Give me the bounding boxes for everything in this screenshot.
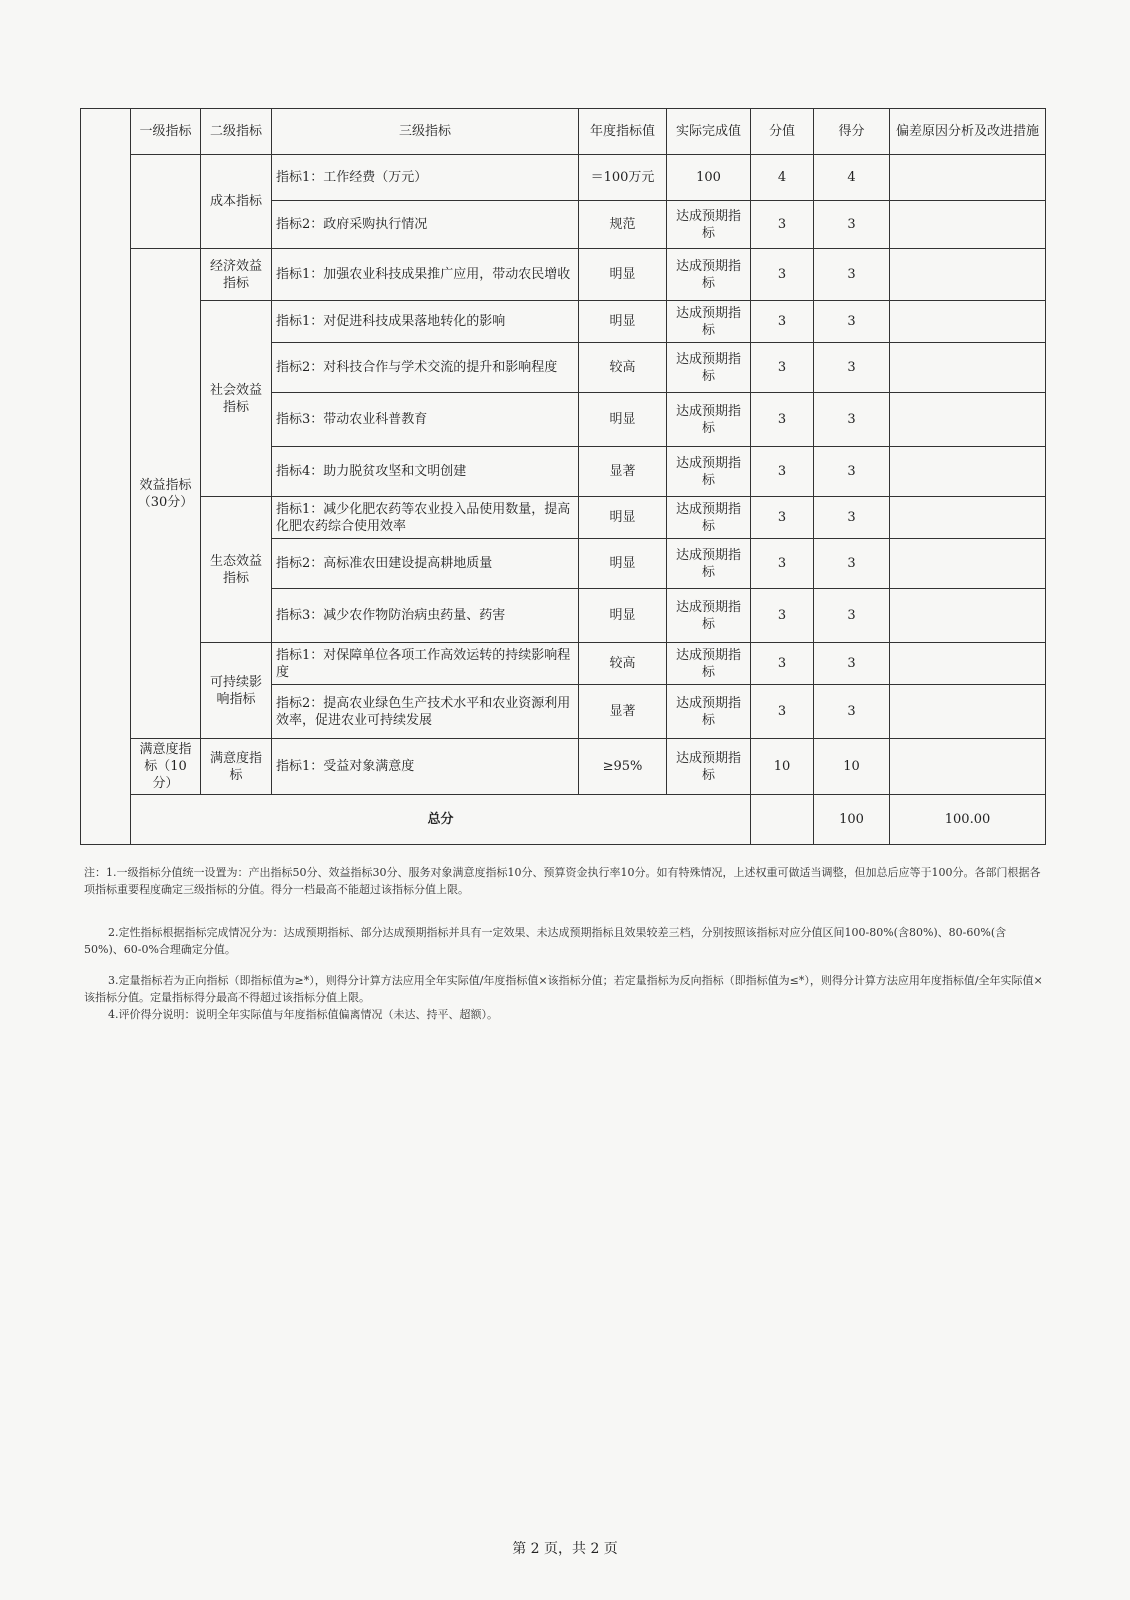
deviation-cell: [890, 739, 1046, 795]
score-cell: 3: [814, 539, 890, 589]
weight-cell: 3: [751, 497, 814, 539]
target-cell: 较高: [579, 343, 667, 393]
level3-cell: 指标1：受益对象满意度: [272, 739, 579, 795]
table-header-row: [81, 109, 1046, 155]
score-cell: 10: [814, 739, 890, 795]
header-target: 年度指标值: [579, 109, 667, 155]
deviation-cell: [890, 343, 1046, 393]
target-cell: 显著: [579, 685, 667, 739]
weight-cell: 3: [751, 249, 814, 301]
target-cell: 明显: [579, 301, 667, 343]
page-footer: 第 2 页，共 2 页: [512, 1541, 618, 1557]
score-cell: 3: [814, 201, 890, 249]
actual-cell: 达成预期指标: [667, 447, 751, 497]
actual-cell: 达成预期指标: [667, 343, 751, 393]
deviation-cell: [890, 155, 1046, 201]
score-cell: 3: [814, 301, 890, 343]
deviation-cell: [890, 539, 1046, 589]
target-cell: 较高: [579, 643, 667, 685]
level2-cell: 社会效益指标: [201, 301, 272, 497]
table-row: [81, 739, 1046, 795]
note-4: 4.评价得分说明：说明全年实际值与年度指标值偏离情况（未达、持平、超额）。: [108, 1008, 498, 1021]
total-row: [81, 795, 1046, 845]
note-1: 注：1.一级指标分值统一设置为：产出指标50分、效益指标30分、服务对象满意度指标10分、预算资金执行率10分。如有特殊情况，上述权重可做适当调整，但加总后应等于100分。各部门根据各项指标重要程度确定三级指标的分值。得分一档最高不能超过该指标分值上限。: [84, 866, 1041, 896]
target-cell: ＝100万元: [579, 155, 667, 201]
level3-cell: 指标2：高标准农田建设提高耕地质量: [272, 539, 579, 589]
weight-cell: 3: [751, 589, 814, 643]
deviation-cell: [890, 685, 1046, 739]
performance-indicator-table: [80, 108, 1046, 845]
level3-cell: 指标2：政府采购执行情况: [272, 201, 579, 249]
score-cell: 3: [814, 685, 890, 739]
level2-cell: 可持续影响指标: [201, 643, 272, 739]
weight-cell: 3: [751, 393, 814, 447]
actual-cell: 100: [667, 155, 751, 201]
deviation-cell: [890, 201, 1046, 249]
deviation-cell: [890, 589, 1046, 643]
actual-cell: 达成预期指标: [667, 643, 751, 685]
left-margin-cell: [81, 109, 131, 845]
deviation-cell: [890, 643, 1046, 685]
level1-cell-empty: [131, 155, 201, 249]
deviation-cell: [890, 497, 1046, 539]
total-label: 总分: [131, 795, 751, 845]
note-3: 3.定量指标若为正向指标（即指标值为≥*），则得分计算方法应用全年实际值/年度指标值×该指标分值；若定量指标为反向指标（即指标值为≤*），则得分计算方法应用年度指标值/全年实际值×该指标分值。定量指标得分最高不得超过该指标分值上限。: [84, 974, 1043, 1004]
level3-cell: 指标1：对保障单位各项工作高效运转的持续影响程度: [272, 643, 579, 685]
actual-cell: 达成预期指标: [667, 249, 751, 301]
score-cell: 3: [814, 393, 890, 447]
target-cell: 明显: [579, 393, 667, 447]
table-row: [81, 249, 1046, 301]
table-row: [81, 301, 1046, 343]
level3-cell: 指标1：工作经费（万元）: [272, 155, 579, 201]
deviation-cell: [890, 447, 1046, 497]
level3-cell: 指标3：带动农业科普教育: [272, 393, 579, 447]
weight-cell: 3: [751, 539, 814, 589]
actual-cell: 达成预期指标: [667, 739, 751, 795]
header-actual: 实际完成值: [667, 109, 751, 155]
weight-cell: 3: [751, 301, 814, 343]
actual-cell: 达成预期指标: [667, 589, 751, 643]
target-cell: 明显: [579, 497, 667, 539]
deviation-cell: [890, 249, 1046, 301]
actual-cell: 达成预期指标: [667, 201, 751, 249]
total-weight: 100: [814, 795, 890, 845]
header-level1: 一级指标: [131, 109, 201, 155]
note-2: 2.定性指标根据指标完成情况分为：达成预期指标、部分达成预期指标并具有一定效果、未达成预期指标且效果较差三档，分别按照该指标对应分值区间100-80%(含80%)、80-60%(含50%)、60-0%合理确定分值。: [84, 926, 1007, 956]
actual-cell: 达成预期指标: [667, 301, 751, 343]
weight-cell: 3: [751, 201, 814, 249]
level3-cell: 指标3：减少农作物防治病虫药量、药害: [272, 589, 579, 643]
total-score: 100.00: [890, 795, 1046, 845]
score-cell: 3: [814, 447, 890, 497]
level2-cell: 生态效益指标: [201, 497, 272, 643]
score-cell: 3: [814, 249, 890, 301]
weight-cell: 4: [751, 155, 814, 201]
header-weight: 分值: [751, 109, 814, 155]
deviation-cell: [890, 301, 1046, 343]
header-score: 得分: [814, 109, 890, 155]
target-cell: 显著: [579, 447, 667, 497]
actual-cell: 达成预期指标: [667, 497, 751, 539]
target-cell: 明显: [579, 539, 667, 589]
header-level2: 二级指标: [201, 109, 272, 155]
weight-cell: 3: [751, 685, 814, 739]
score-cell: 3: [814, 643, 890, 685]
total-actual-cell: [751, 795, 814, 845]
target-cell: 规范: [579, 201, 667, 249]
level3-cell: 指标2：提高农业绿色生产技术水平和农业资源利用效率，促进农业可持续发展: [272, 685, 579, 739]
level2-cell: 经济效益指标: [201, 249, 272, 301]
level3-cell: 指标1：对促进科技成果落地转化的影响: [272, 301, 579, 343]
target-cell: ≥95%: [579, 739, 667, 795]
actual-cell: 达成预期指标: [667, 539, 751, 589]
level2-cell: 满意度指标: [201, 739, 272, 795]
score-cell: 3: [814, 343, 890, 393]
notes-section: [84, 864, 1044, 1023]
score-cell: 4: [814, 155, 890, 201]
score-cell: 3: [814, 497, 890, 539]
score-cell: 3: [814, 589, 890, 643]
target-cell: 明显: [579, 589, 667, 643]
deviation-cell: [890, 393, 1046, 447]
table-row: [81, 643, 1046, 685]
level1-cell: 效益指标（30分）: [131, 249, 201, 739]
target-cell: 明显: [579, 249, 667, 301]
weight-cell: 3: [751, 447, 814, 497]
level3-cell: 指标1：减少化肥农药等农业投入品使用数量，提高化肥农药综合使用效率: [272, 497, 579, 539]
level3-cell: 指标2：对科技合作与学术交流的提升和影响程度: [272, 343, 579, 393]
level1-cell: 满意度指标（10分）: [131, 739, 201, 795]
header-level3: 三级指标: [272, 109, 579, 155]
level2-cell: 成本指标: [201, 155, 272, 249]
actual-cell: 达成预期指标: [667, 393, 751, 447]
table-row: [81, 497, 1046, 539]
level3-cell: 指标1：加强农业科技成果推广应用，带动农民增收: [272, 249, 579, 301]
weight-cell: 10: [751, 739, 814, 795]
weight-cell: 3: [751, 343, 814, 393]
actual-cell: 达成预期指标: [667, 685, 751, 739]
table-row: [81, 155, 1046, 201]
level3-cell: 指标4：助力脱贫攻坚和文明创建: [272, 447, 579, 497]
header-deviation: 偏差原因分析及改进措施: [890, 109, 1046, 155]
weight-cell: 3: [751, 643, 814, 685]
